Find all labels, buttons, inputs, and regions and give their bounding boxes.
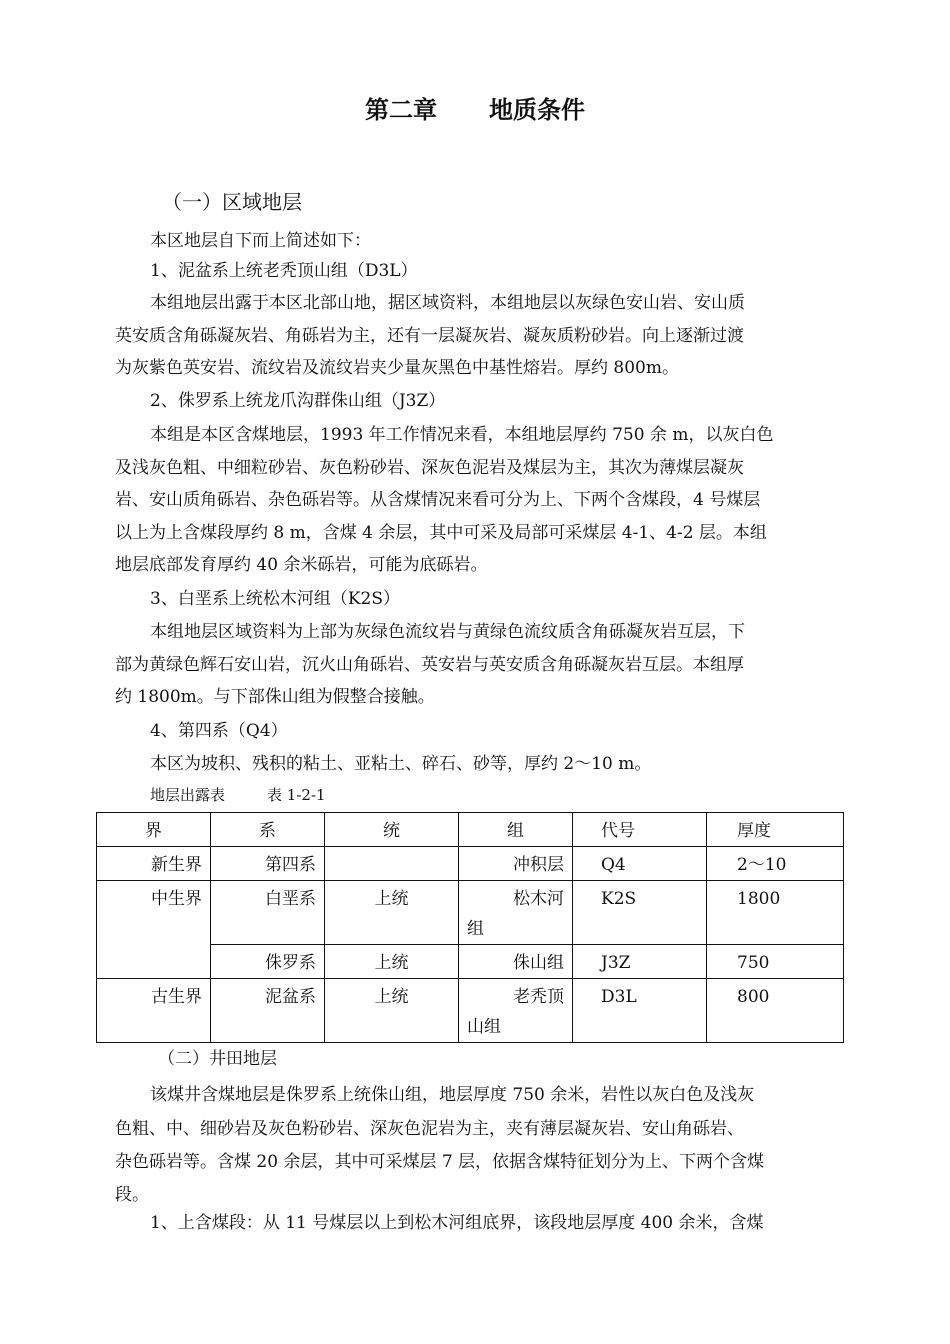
table-header-cell: 系 (211, 813, 325, 847)
table-caption-number: 表 1-2-1 (267, 786, 326, 804)
table-cell-group: 冲积层 (459, 847, 573, 881)
paragraph-line: 部为黄绿色辉石安山岩，沉火山角砾岩、英安岩与英安质含角砾凝灰岩互层。本组厚 (115, 655, 744, 675)
paragraph-line: 约 1800m。与下部侏山组为假整合接触。 (115, 687, 435, 707)
table-cell-era: 中生界 (97, 881, 211, 979)
paragraph-line: 为灰紫色英安岩、流纹岩及流纹岩夹少量灰黑色中基性熔岩。厚约 800m。 (115, 358, 679, 378)
table-cell-code: K2S (573, 881, 707, 945)
table-cell-code: J3Z (573, 945, 707, 979)
table-cell-group (459, 979, 573, 1043)
table-cell-system: 侏罗系 (211, 945, 325, 979)
table-row (97, 979, 844, 1043)
table-cell-thickness: 800 (707, 979, 844, 1043)
item2-heading: 2、侏罗系上统龙爪沟群侏山组（J3Z） (150, 391, 446, 411)
table-header-cell: 组 (459, 813, 573, 847)
table-cell-code: Q4 (573, 847, 707, 881)
table-header-cell: 界 (97, 813, 211, 847)
item4-heading: 4、第四系（Q4） (150, 721, 288, 741)
paragraph-line: 以上为上含煤段厚约 8 m，含煤 4 余层，其中可采及局部可采煤层 4-1、4-2 层。本组 (115, 523, 767, 543)
group-line: 松木河 (513, 889, 564, 909)
table-cell-system: 白垩系 (211, 881, 325, 945)
paragraph-line: 英安质含角砾凝灰岩、角砾岩为主，还有一层凝灰岩、凝灰质粉砂岩。向上逐渐过渡 (115, 326, 744, 346)
item3-heading: 3、白垩系上统松木河组（K2S） (150, 589, 400, 609)
table-cell-thickness: 750 (707, 945, 844, 979)
table-cell-series (325, 847, 459, 881)
group-line: 老秃顶 (513, 987, 564, 1007)
chapter-name: 地质条件 (489, 96, 585, 124)
table-cell-thickness: 1800 (707, 881, 844, 945)
paragraph-line: 该煤井含煤地层是侏罗系上统侏山组，地层厚度 750 余米，岩性以灰白色及浅灰 (150, 1085, 755, 1105)
table-cell-era: 新生界 (97, 847, 211, 881)
table-cell-group (459, 881, 573, 945)
paragraph-line: 本区为坡积、残积的粘土、亚粘土、碎石、砂等，厚约 2～10 m。 (150, 754, 652, 774)
paragraph-line: 岩、安山质角砾岩、杂色砾岩等。从含煤情况来看可分为上、下两个含煤段，4 号煤层 (115, 490, 761, 510)
table-cell-era: 古生界 (97, 979, 211, 1043)
paragraph-line: 色粗、中、细砂岩及灰色粉砂岩、深灰色泥岩为主，夹有薄层凝灰岩、安山角砾岩、 (115, 1119, 744, 1139)
paragraph-line: 本组地层区域资料为上部为灰绿色流纹岩与黄绿色流纹质含角砾凝灰岩互层，下 (150, 622, 745, 642)
table-caption (150, 784, 326, 805)
paragraph-line: 杂色砾岩等。含煤 20 余层，其中可采煤层 7 层，依据含煤特征划分为上、下两个含煤 (115, 1152, 765, 1172)
item1-heading: 1、泥盆系上统老秃顶山组（D3L） (150, 261, 418, 281)
section-heading-regional-strata: （一）区域地层 (162, 190, 302, 214)
paragraph-line: 地层底部发育厚约 40 余米砾岩，可能为底砾岩。 (115, 555, 488, 575)
intro-text: 本区地层自下而上简述如下： (150, 231, 371, 251)
table-cell-series: 上统 (325, 945, 459, 979)
paragraph-line: 段。 (115, 1185, 149, 1205)
chapter-number: 第二章 (365, 96, 437, 124)
table-row (97, 847, 844, 881)
group-line: 组 (467, 919, 484, 939)
table-cell-series: 上统 (325, 881, 459, 945)
table-cell-system: 泥盆系 (211, 979, 325, 1043)
table-cell-system: 第四系 (211, 847, 325, 881)
strata-table (96, 812, 844, 1043)
section-heading-mine-strata: （二）井田地层 (158, 1049, 277, 1069)
paragraph-line: 及浅灰色粗、中细粒砂岩、灰色粉砂岩、深灰色泥岩及煤层为主，其次为薄煤层凝灰 (115, 458, 744, 478)
paragraph-line: 本组地层出露于本区北部山地，据区域资料，本组地层以灰绿色安山岩、安山质 (150, 293, 745, 313)
table-header-cell: 统 (325, 813, 459, 847)
table-cell-group: 侏山组 (459, 945, 573, 979)
table-header-row (97, 813, 844, 847)
table-header-cell: 代号 (573, 813, 707, 847)
group-line: 山组 (467, 1017, 501, 1037)
table-header-cell: 厚度 (707, 813, 844, 847)
table-cell-series: 上统 (325, 979, 459, 1043)
table-cell-code: D3L (573, 979, 707, 1043)
paragraph-line: 本组是本区含煤地层，1993 年工作情况来看，本组地层厚约 750 余 m，以灰白色 (150, 425, 774, 445)
chapter-title (0, 90, 950, 125)
table-caption-name: 地层出露表 (150, 786, 226, 804)
table-row (97, 881, 844, 945)
subsection-line: 1、上含煤段：从 11 号煤层以上到松木河组底界，该段地层厚度 400 余米，含煤 (150, 1213, 764, 1233)
table-cell-thickness: 2～10 (707, 847, 844, 881)
